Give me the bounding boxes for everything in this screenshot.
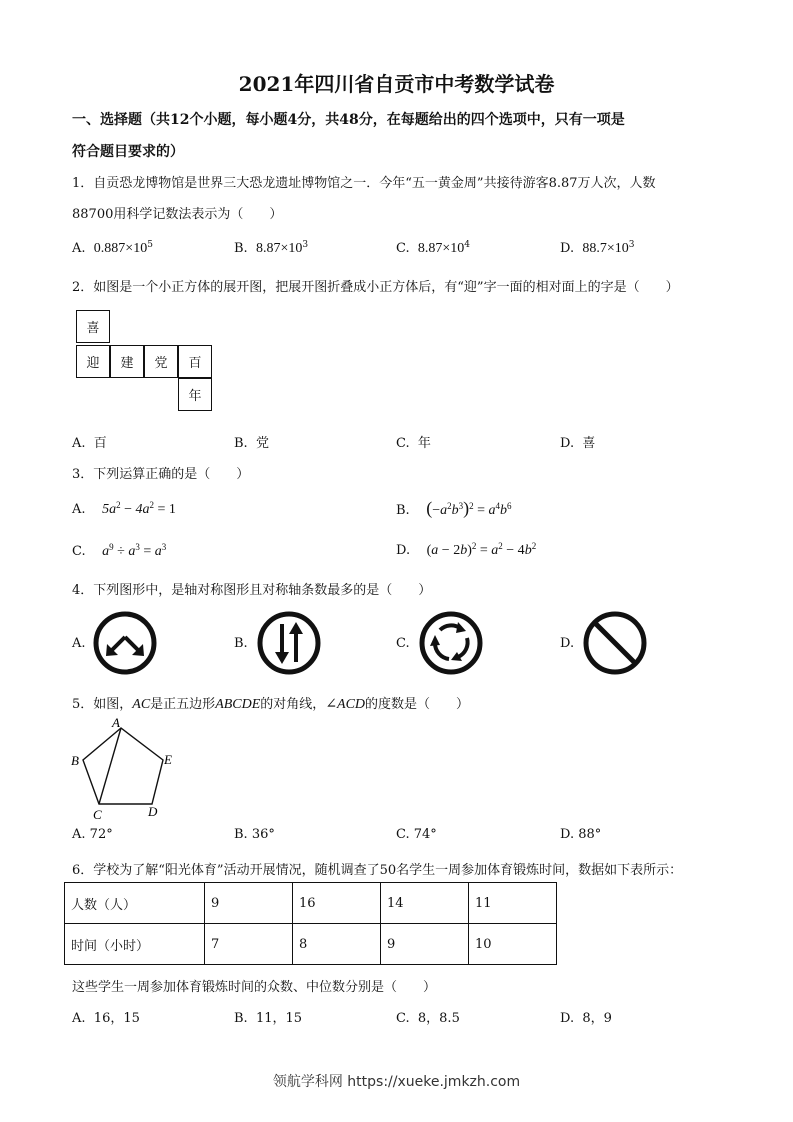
table-cell: 16: [293, 883, 381, 924]
table-row: [65, 883, 557, 924]
q5-text: 5．如图，AC是正五边形ABCDE的对角线，∠ACD的度数是（ ）: [72, 697, 470, 712]
table-cell: 14: [381, 883, 469, 924]
pentagon-shape: [83, 728, 163, 804]
vertex-d-label: D: [148, 804, 158, 819]
net-cell-bai: 百: [178, 345, 212, 378]
net-cell-xi: 喜: [76, 310, 110, 343]
q2-option-b: B. 党: [234, 436, 269, 451]
q1-option-b: B. $8.87\times 10^3$: [234, 240, 309, 256]
vertex-a-label: A: [112, 715, 120, 730]
q4-option-a: A.: [72, 610, 158, 676]
q2-option-a: A. 百: [72, 436, 107, 451]
diagonal-arrows-sign-icon: [92, 610, 158, 676]
table-cell: 时间（小时）: [65, 924, 205, 965]
q6-question: 这些学生一周参加体育锻炼时间的众数、中位数分别是（ ）: [72, 980, 437, 995]
table-cell: 10: [469, 924, 557, 965]
vertex-b-label: B: [71, 753, 79, 768]
q5-option-c: C. 74°: [396, 827, 437, 842]
q2-option-d: D. 喜: [560, 436, 596, 451]
no-entry-slash-sign-icon: [582, 610, 648, 676]
net-cell-dang: 党: [144, 345, 178, 378]
q3-text: 3．下列运算正确的是（ ）: [72, 467, 250, 482]
q1-text-line1: 1．自贡恐龙博物馆是世界三大恐龙遗址博物馆之一．今年“五一黄金周”共接待游客8.87万人次，人数: [72, 176, 656, 191]
q6-option-d: D. 8，9: [560, 1011, 612, 1026]
table-row: [65, 924, 557, 965]
table-cell: 7: [205, 924, 293, 965]
up-down-arrows-sign-icon: [256, 610, 322, 676]
q5-option-b: B. 36°: [234, 827, 275, 842]
net-cell-jian: 建: [110, 345, 144, 378]
q5-option-a: A. 72°: [72, 827, 113, 842]
q3-option-a: A. $5a^2 - 4a^2 = 1$: [72, 500, 176, 517]
table-cell: 9: [381, 924, 469, 965]
diagonal-ac: [99, 728, 121, 804]
q1-text-line2: 88700用科学记数法表示为（ ）: [72, 207, 283, 222]
q4-option-b: B.: [234, 610, 322, 676]
section-heading-line2: 符合题目要求的）: [72, 144, 184, 160]
section-heading-line1: 一、选择题（共12个小题，每小题4分，共48分，在每题给出的四个选项中，只有一项是: [72, 112, 625, 128]
data-table: [64, 882, 557, 965]
q4-text: 4．下列图形中，是轴对称图形且对称轴条数最多的是（ ）: [72, 583, 432, 598]
q6-text: 6．学校为了解“阳光体育”活动开展情况，随机调查了50名学生一周参加体育锻炼时间，数据如下表所示：: [72, 863, 683, 878]
pentagon-diagram: [66, 712, 186, 824]
q4-option-d: D.: [560, 610, 648, 676]
footer-watermark: 领航学科网 https://xueke.jmkzh.com: [272, 1074, 521, 1090]
q1-option-d: D. $88.7\times 10^3$: [560, 240, 635, 256]
q3-option-d: D. $(a - 2b)^2 = a^2 - 4b^2$: [396, 541, 537, 558]
q2-text: 2．如图是一个小正方体的展开图，把展开图折叠成小正方体后，有“迎”字一面的相对面上的字是（ ）: [72, 280, 679, 295]
q5-option-d: D. 88°: [560, 827, 602, 842]
q6-option-b: B. 11，15: [234, 1011, 303, 1026]
table-cell: 人数（人）: [65, 883, 205, 924]
vertex-c-label: C: [93, 807, 102, 822]
q3-option-c: C. $a^9 \div a^3 = a^3$: [72, 542, 167, 559]
q1-option-c: C. $8.87\times 10^4$: [396, 240, 471, 256]
net-cell-ying: 迎: [76, 345, 110, 378]
net-cell-nian: 年: [178, 378, 212, 411]
vertex-e-label: E: [164, 752, 172, 767]
q2-option-c: C. 年: [396, 436, 431, 451]
q6-option-a: A. 16，15: [72, 1011, 140, 1026]
page-title: 2021年四川省自贡市中考数学试卷: [238, 72, 555, 96]
q6-option-c: C. 8，8.5: [396, 1011, 460, 1026]
q3-option-b: B. $(-a^2b^3)^2 = a^4b^6$: [396, 498, 512, 518]
table-cell: 11: [469, 883, 557, 924]
table-cell: 9: [205, 883, 293, 924]
roundabout-sign-icon: [418, 610, 484, 676]
q4-option-c: C.: [396, 610, 484, 676]
q1-option-a: A. $0.887\times 10^5$: [72, 240, 153, 256]
table-cell: 8: [293, 924, 381, 965]
